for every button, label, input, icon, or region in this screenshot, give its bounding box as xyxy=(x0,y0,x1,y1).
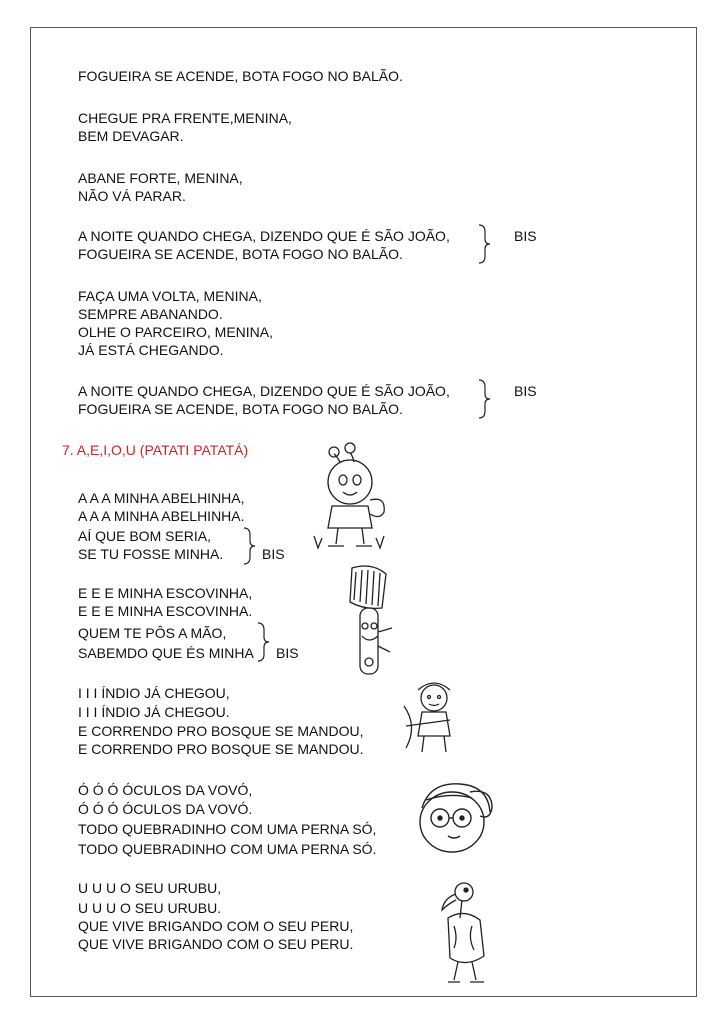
lyric-line: I I I ÍNDIO JÁ CHEGOU, xyxy=(78,685,230,701)
lyric-line: FOGUEIRA SE ACENDE, BOTA FOGO NO BALÃO. xyxy=(78,246,403,262)
vulture-illustration xyxy=(428,878,498,988)
toothbrush-character-illustration xyxy=(342,562,412,677)
lyric-line: QUE VIVE BRIGANDO COM O SEU PERU. xyxy=(78,936,354,952)
lyric-line: I I I ÍNDIO JÁ CHEGOU. xyxy=(78,704,230,720)
lyric-line: AÍ QUE BOM SERIA, xyxy=(78,528,212,544)
lyric-line: SABEMDO QUE ÉS MINHA xyxy=(78,645,254,661)
lyric-line: OLHE O PARCEIRO, MENINA, xyxy=(78,324,273,340)
lyric-line: JÁ ESTÁ CHEGANDO. xyxy=(78,342,224,358)
bis-label: BIS xyxy=(262,546,285,562)
lyric-line: NÃO VÁ PARAR. xyxy=(78,188,186,204)
lyric-line: A A A MINHA ABELHINHA. xyxy=(78,508,245,524)
bee-girl-illustration xyxy=(310,440,390,555)
repeat-brace xyxy=(476,224,492,264)
section-heading: 7. A,E,I,O,U (PATATI PATATÁ) xyxy=(62,442,249,458)
bis-label: BIS xyxy=(276,645,299,661)
lyric-line: QUE VIVE BRIGANDO COM O SEU PERU, xyxy=(78,918,354,934)
lyric-line: E E E MINHA ESCOVINHA. xyxy=(78,603,253,619)
lyric-line: FOGUEIRA SE ACENDE, BOTA FOGO NO BALÃO. xyxy=(78,68,403,84)
repeat-brace xyxy=(255,622,271,662)
lyric-line: TODO QUEBRADINHO COM UMA PERNA SÓ. xyxy=(78,841,377,857)
lyric-line: ABANE FORTE, MENINA, xyxy=(78,170,243,186)
lyric-line: FOGUEIRA SE ACENDE, BOTA FOGO NO BALÃO. xyxy=(78,401,403,417)
lyric-line: QUEM TE PÔS A MÃO, xyxy=(78,625,227,641)
lyric-line: SEMPRE ABANANDO. xyxy=(78,306,223,322)
grandma-glasses-illustration xyxy=(410,778,496,862)
lyric-line: U U U O SEU URUBU, xyxy=(78,880,222,896)
lyric-line: CHEGUE PRA FRENTE,MENINA, xyxy=(78,110,292,126)
indian-boy-illustration xyxy=(398,676,468,756)
bis-label: BIS xyxy=(514,228,537,244)
lyric-line: A NOITE QUANDO CHEGA, DIZENDO QUE É SÃO JOÃO, xyxy=(78,383,450,399)
lyric-line: E CORRENDO PRO BOSQUE SE MANDOU. xyxy=(78,741,364,757)
lyric-line: TODO QUEBRADINHO COM UMA PERNA SÓ, xyxy=(78,821,377,837)
lyric-line: A A A MINHA ABELHINHA, xyxy=(78,490,245,506)
lyric-line: Ó Ó Ó ÓCULOS DA VOVÓ. xyxy=(78,801,253,817)
lyric-line: FAÇA UMA VOLTA, MENINA, xyxy=(78,288,262,304)
lyric-line: U U U O SEU URUBU. xyxy=(78,900,222,916)
bis-label: BIS xyxy=(514,383,537,399)
lyric-line: E E E MINHA ESCOVINHA, xyxy=(78,585,253,601)
repeat-brace xyxy=(476,379,492,419)
lyric-line: BEM DEVAGAR. xyxy=(78,128,184,144)
lyric-line: SE TU FOSSE MINHA. xyxy=(78,546,224,562)
lyric-line: A NOITE QUANDO CHEGA, DIZENDO QUE É SÃO JOÃO, xyxy=(78,228,450,244)
lyric-line: Ó Ó Ó ÓCULOS DA VOVÓ, xyxy=(78,782,253,798)
lyric-line: E CORRENDO PRO BOSQUE SE MANDOU, xyxy=(78,723,364,739)
repeat-brace xyxy=(241,527,257,565)
